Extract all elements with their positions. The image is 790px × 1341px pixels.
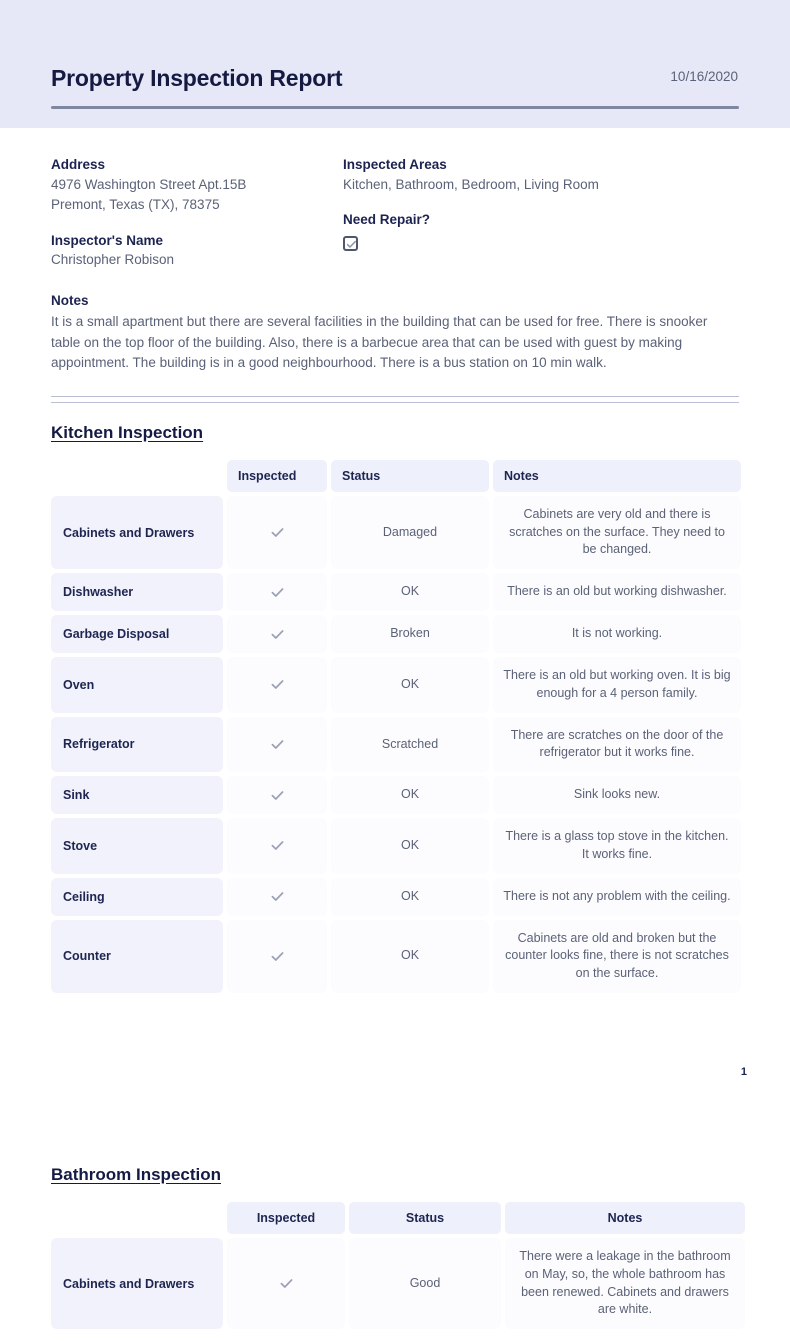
row-item-label: Refrigerator (51, 717, 223, 773)
header-rule-divider (51, 106, 739, 109)
notes-label: Notes (51, 292, 89, 308)
kitchen-row-note (493, 818, 741, 874)
kitchen-row-status (331, 615, 489, 653)
kitchen-row-inspected[interactable] (227, 573, 327, 611)
inspected-cell[interactable] (227, 717, 327, 773)
bathroom-row-note (505, 1238, 745, 1329)
kitchen-row-item (51, 615, 223, 653)
kitchen-row-note (493, 920, 741, 993)
bathroom-col-inspected: Inspected (227, 1202, 345, 1234)
address-line-2: Premont, Texas (TX), 78375 (51, 197, 220, 213)
note-cell: There are scratches on the door of the refrigerator but it works fine. (493, 717, 741, 773)
kitchen-row-note (493, 496, 741, 569)
kitchen-row-item (51, 573, 223, 611)
kitchen-row-note (493, 615, 741, 653)
kitchen-col-status: Status (331, 460, 489, 492)
kitchen-col-inspected: Inspected (227, 460, 327, 492)
kitchen-col-notes: Notes (493, 460, 741, 492)
table-row (51, 878, 741, 916)
table-row (51, 573, 741, 611)
row-item-label: Sink (51, 776, 223, 814)
report-date: 10/16/2020 (670, 69, 738, 84)
note-cell: It is not working. (493, 615, 741, 653)
kitchen-row-item (51, 496, 223, 569)
table-row (51, 615, 741, 653)
kitchen-row-inspected[interactable] (227, 496, 327, 569)
note-cell: There is a glass top stove in the kitchen. It works fine. (493, 818, 741, 874)
kitchen-row-status (331, 818, 489, 874)
bathroom-inspection-section (0, 1145, 790, 1333)
status-cell: OK (331, 657, 489, 713)
page-title: Property Inspection Report (51, 65, 343, 91)
table-row (51, 717, 741, 773)
inspected-cell[interactable] (227, 496, 327, 569)
kitchen-row-item (51, 878, 223, 916)
inspected-check-icon (270, 525, 285, 540)
table-row (51, 920, 741, 993)
inspected-cell[interactable] (227, 818, 327, 874)
row-item-label: Dishwasher (51, 573, 223, 611)
need-repair-label: Need Repair? (343, 212, 431, 228)
status-cell: OK (331, 878, 489, 916)
kitchen-table-body (51, 496, 741, 993)
kitchen-row-item (51, 818, 223, 874)
kitchen-row-note (493, 878, 741, 916)
bathroom-inspection-table (47, 1198, 749, 1333)
address-label: Address (51, 157, 106, 172)
kitchen-row-note (493, 717, 741, 773)
status-cell: OK (331, 776, 489, 814)
checkmark-icon (346, 239, 357, 250)
kitchen-header-row (51, 460, 741, 492)
notes-section (0, 291, 790, 374)
inspected-cell[interactable] (227, 776, 327, 814)
bathroom-col-item (51, 1202, 223, 1234)
inspector-name-label: Inspector's Name (51, 232, 164, 248)
kitchen-inspection-table (47, 456, 745, 997)
kitchen-row-inspected[interactable] (227, 878, 327, 916)
note-cell: Sink looks new. (493, 776, 741, 814)
note-cell: Cabinets are old and broken but the counter looks fine, there is not scratches on the surface. (493, 920, 741, 993)
info-section (0, 155, 790, 271)
bathroom-table-head (51, 1202, 745, 1234)
inspector-name-value: Christopher Robison (51, 252, 175, 268)
table-row (51, 657, 741, 713)
kitchen-row-status (331, 496, 489, 569)
inspected-cell[interactable] (227, 920, 327, 993)
info-grid (51, 155, 739, 271)
inspected-areas-value: Kitchen, Bathroom, Bedroom, Living Room (343, 176, 599, 192)
bathroom-section-title: Bathroom Inspection (51, 1165, 222, 1184)
kitchen-row-inspected[interactable] (227, 657, 327, 713)
bathroom-row-item (51, 1238, 223, 1329)
kitchen-row-inspected[interactable] (227, 615, 327, 653)
kitchen-inspection-section (0, 403, 790, 997)
inspected-check-icon (270, 949, 285, 964)
row-item-label: Counter (51, 920, 223, 993)
inspected-check-icon (270, 627, 285, 642)
page-number: 1 (740, 1066, 747, 1078)
inspected-cell[interactable] (227, 878, 327, 916)
status-cell: Good (349, 1238, 501, 1329)
page-two (0, 1145, 790, 1333)
status-cell: OK (331, 920, 489, 993)
kitchen-row-item (51, 657, 223, 713)
note-cell: There is an old but working oven. It is big enough for a 4 person family. (493, 657, 741, 713)
bathroom-header-row (51, 1202, 745, 1234)
inspected-check-icon (279, 1276, 294, 1291)
address-line-1: 4976 Washington Street Apt.15B (51, 176, 247, 192)
kitchen-row-inspected[interactable] (227, 920, 327, 993)
table-row (51, 496, 741, 569)
row-item-label: Ceiling (51, 878, 223, 916)
status-cell: OK (331, 818, 489, 874)
row-item-label: Cabinets and Drawers (51, 496, 223, 569)
notes-text: It is a small apartment but there are several facilities in the building that can be used for free. There is snooker table on the top floor of the building. Also, there is a barbecue area that can be used with guest by making appointment. The building is in a good neighbourhood. There is a bus station on 10 min walk. (51, 314, 708, 371)
inspected-check-icon (270, 737, 285, 752)
kitchen-row-status (331, 878, 489, 916)
table-row (51, 776, 741, 814)
kitchen-section-title: Kitchen Inspection (51, 422, 204, 442)
inspected-cell[interactable] (227, 657, 327, 713)
status-cell: Broken (331, 615, 489, 653)
kitchen-row-item (51, 776, 223, 814)
inspected-check-icon (270, 788, 285, 803)
row-item-label: Stove (51, 818, 223, 874)
report-header-inner (51, 0, 739, 128)
kitchen-row-status (331, 573, 489, 611)
inspected-cell[interactable] (227, 573, 327, 611)
kitchen-row-status (331, 657, 489, 713)
inspected-check-icon (270, 838, 285, 853)
note-cell: There is an old but working dishwasher. (493, 573, 741, 611)
bathroom-row-status (349, 1238, 501, 1329)
bathroom-table-body (51, 1238, 745, 1329)
table-row (51, 818, 741, 874)
need-repair-checkbox[interactable] (343, 236, 358, 251)
note-cell: There were a leakage in the bathroom on May, so, the whole bathroom has been renewed. Cabinets and drawers are white. (505, 1238, 745, 1329)
bathroom-col-notes: Notes (505, 1202, 745, 1234)
kitchen-table-head (51, 460, 741, 492)
kitchen-row-note (493, 776, 741, 814)
note-cell: There is not any problem with the ceiling. (493, 878, 741, 916)
kitchen-row-note (493, 573, 741, 611)
inspected-areas-label: Inspected Areas (343, 157, 447, 172)
row-item-label: Cabinets and Drawers (51, 1238, 223, 1329)
kitchen-col-item (51, 460, 223, 492)
kitchen-row-status (331, 776, 489, 814)
row-item-label: Garbage Disposal (51, 615, 223, 653)
report-header-band (0, 0, 790, 128)
inspected-cell[interactable] (227, 1238, 345, 1329)
inspected-check-icon (270, 585, 285, 600)
info-column-right (343, 155, 739, 251)
inspected-check-icon (270, 677, 285, 692)
section-divider (51, 396, 739, 403)
kitchen-row-inspected[interactable] (227, 818, 327, 874)
kitchen-row-item (51, 717, 223, 773)
bathroom-col-status: Status (349, 1202, 501, 1234)
kitchen-row-inspected[interactable] (227, 776, 327, 814)
status-cell: Damaged (331, 496, 489, 569)
kitchen-row-status (331, 920, 489, 993)
inspected-cell[interactable] (227, 615, 327, 653)
status-cell: Scratched (331, 717, 489, 773)
divider-line-top (51, 396, 739, 397)
kitchen-row-item (51, 920, 223, 993)
info-column-left (51, 155, 343, 271)
kitchen-row-inspected[interactable] (227, 717, 327, 773)
note-cell: Cabinets are very old and there is scratches on the surface. They need to be changed. (493, 496, 741, 569)
kitchen-row-note (493, 657, 741, 713)
inspected-check-icon (270, 889, 285, 904)
row-item-label: Oven (51, 657, 223, 713)
table-row (51, 1238, 745, 1329)
bathroom-row-inspected[interactable] (227, 1238, 345, 1329)
status-cell: OK (331, 573, 489, 611)
kitchen-row-status (331, 717, 489, 773)
